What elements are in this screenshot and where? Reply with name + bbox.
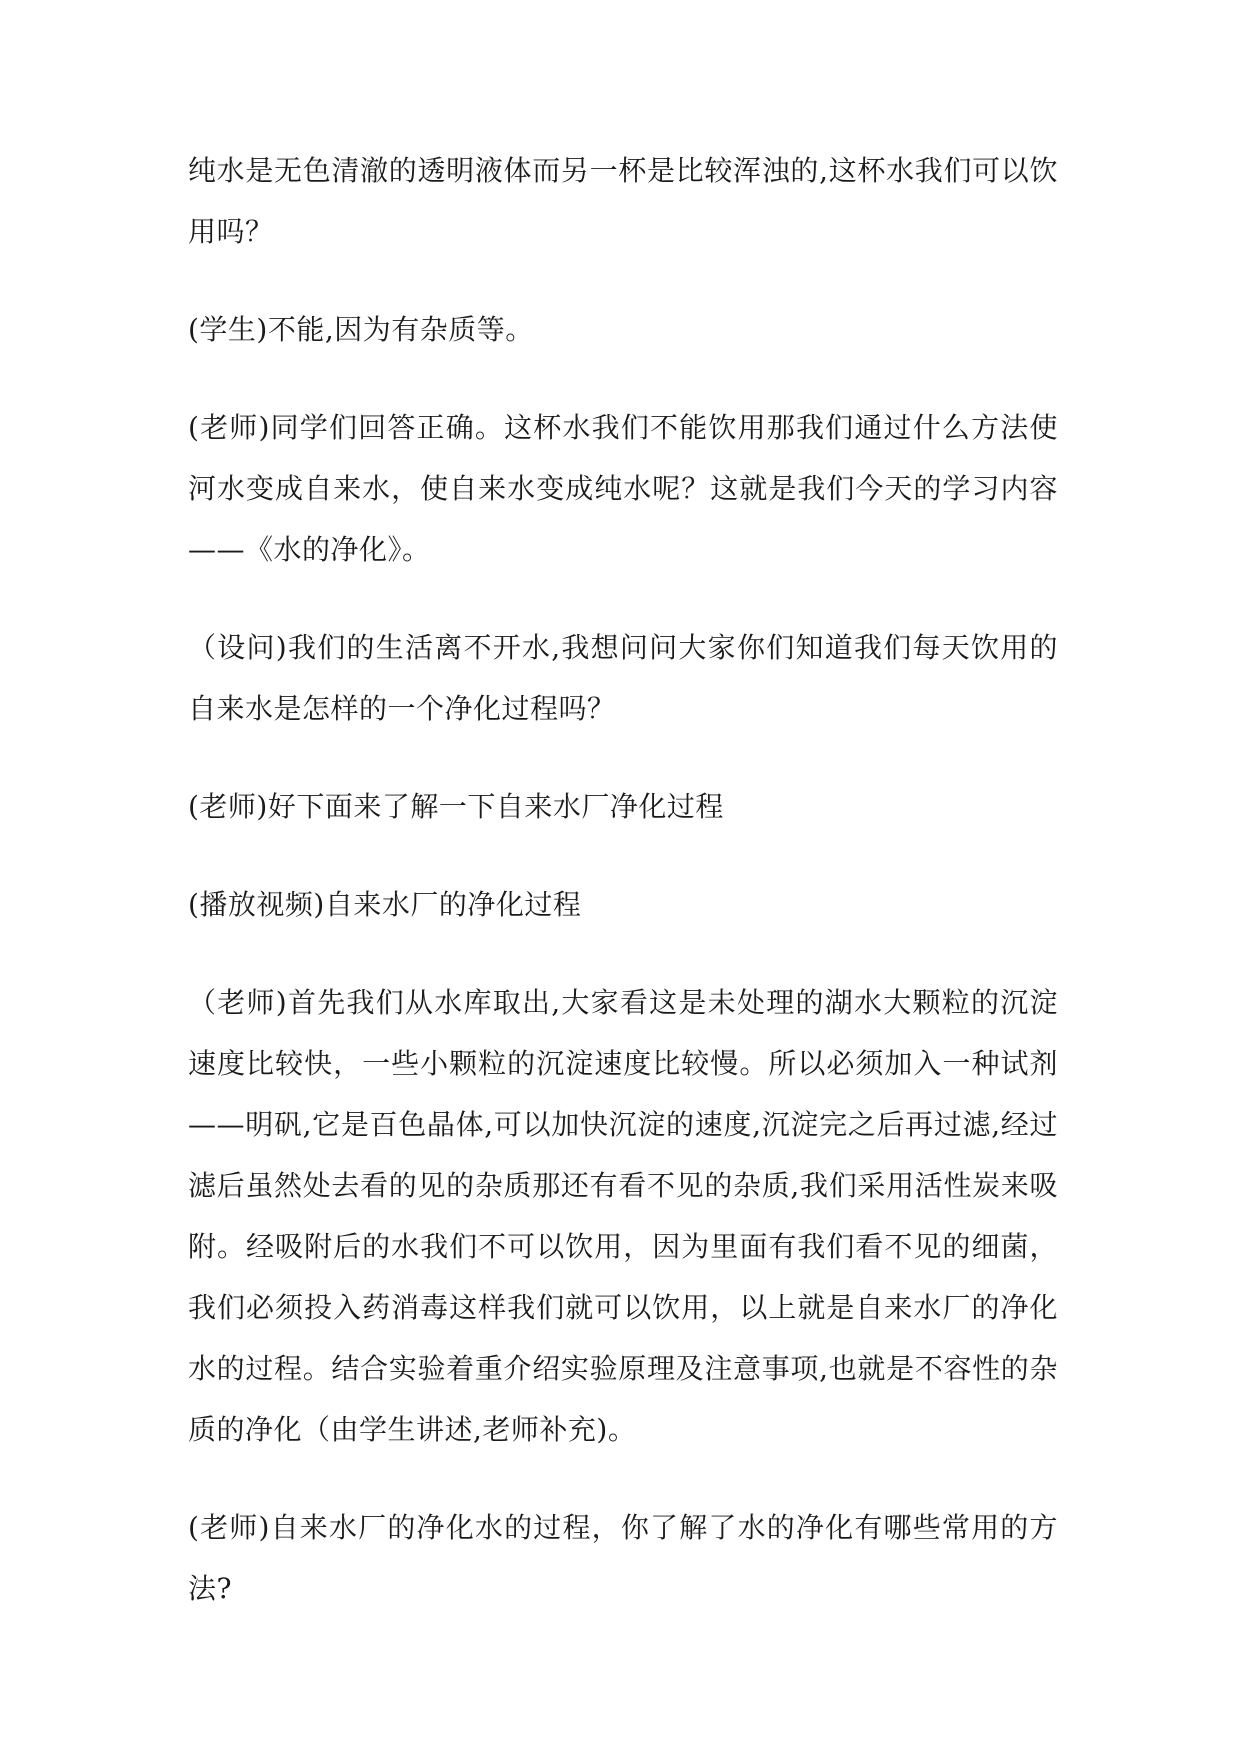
paragraph-question-setup: （设问)我们的生活离不开水,我想问问大家你们知道我们每天饮用的自来水是怎样的一个净化过程吗？ xyxy=(188,631,1058,725)
paragraph-methods-question: (老师)自来水厂的净化水的过程，你了解了水的净化有哪些常用的方法? xyxy=(188,1511,1058,1605)
paragraph-play-video: (播放视频)自来水厂的净化过程 xyxy=(188,888,582,921)
paragraph-purification-explanation: （老师)首先我们从水库取出,大家看这是未处理的湖水大颗粒的沉淀速度比较快，一些小颗粒的沉淀速度比较慢。所以必须加入一种试剂——明矾,它是百色晶体,可以加快沉淀的速度,沉淀完之后再过滤,经过滤后虽然处去看的见的杂质那还有看不见的杂质,我们采用活性炭来吸附。经吸附后的水我们不可以饮用，因为里面有我们看不见的细菌，我们必须投入药消毒这样我们就可以饮用，以上就是自来水厂的净化水的过程。结合实验着重介绍实验原理及注意事项,也就是不容性的杂质的净化（由学生讲述,老师补充)。 xyxy=(188,986,1058,1446)
paragraph-teacher-intro: (老师)同学们回答正确。这杯水我们不能饮用那我们通过什么方法使河水变成自来水，使自来水变成纯水呢？这就是我们今天的学习内容——《水的净化》。 xyxy=(188,411,1058,566)
document-body xyxy=(188,140,1058,1656)
paragraph-pure-water-question: 纯水是无色清澈的透明液体而另一杯是比较浑浊的,这杯水我们可以饮用吗？ xyxy=(188,154,1058,248)
paragraph-student-answer: (学生)不能,因为有杂质等。 xyxy=(188,313,534,346)
paragraph-teacher-transition: (老师)好下面来了解一下自来水厂净化过程 xyxy=(188,790,724,823)
